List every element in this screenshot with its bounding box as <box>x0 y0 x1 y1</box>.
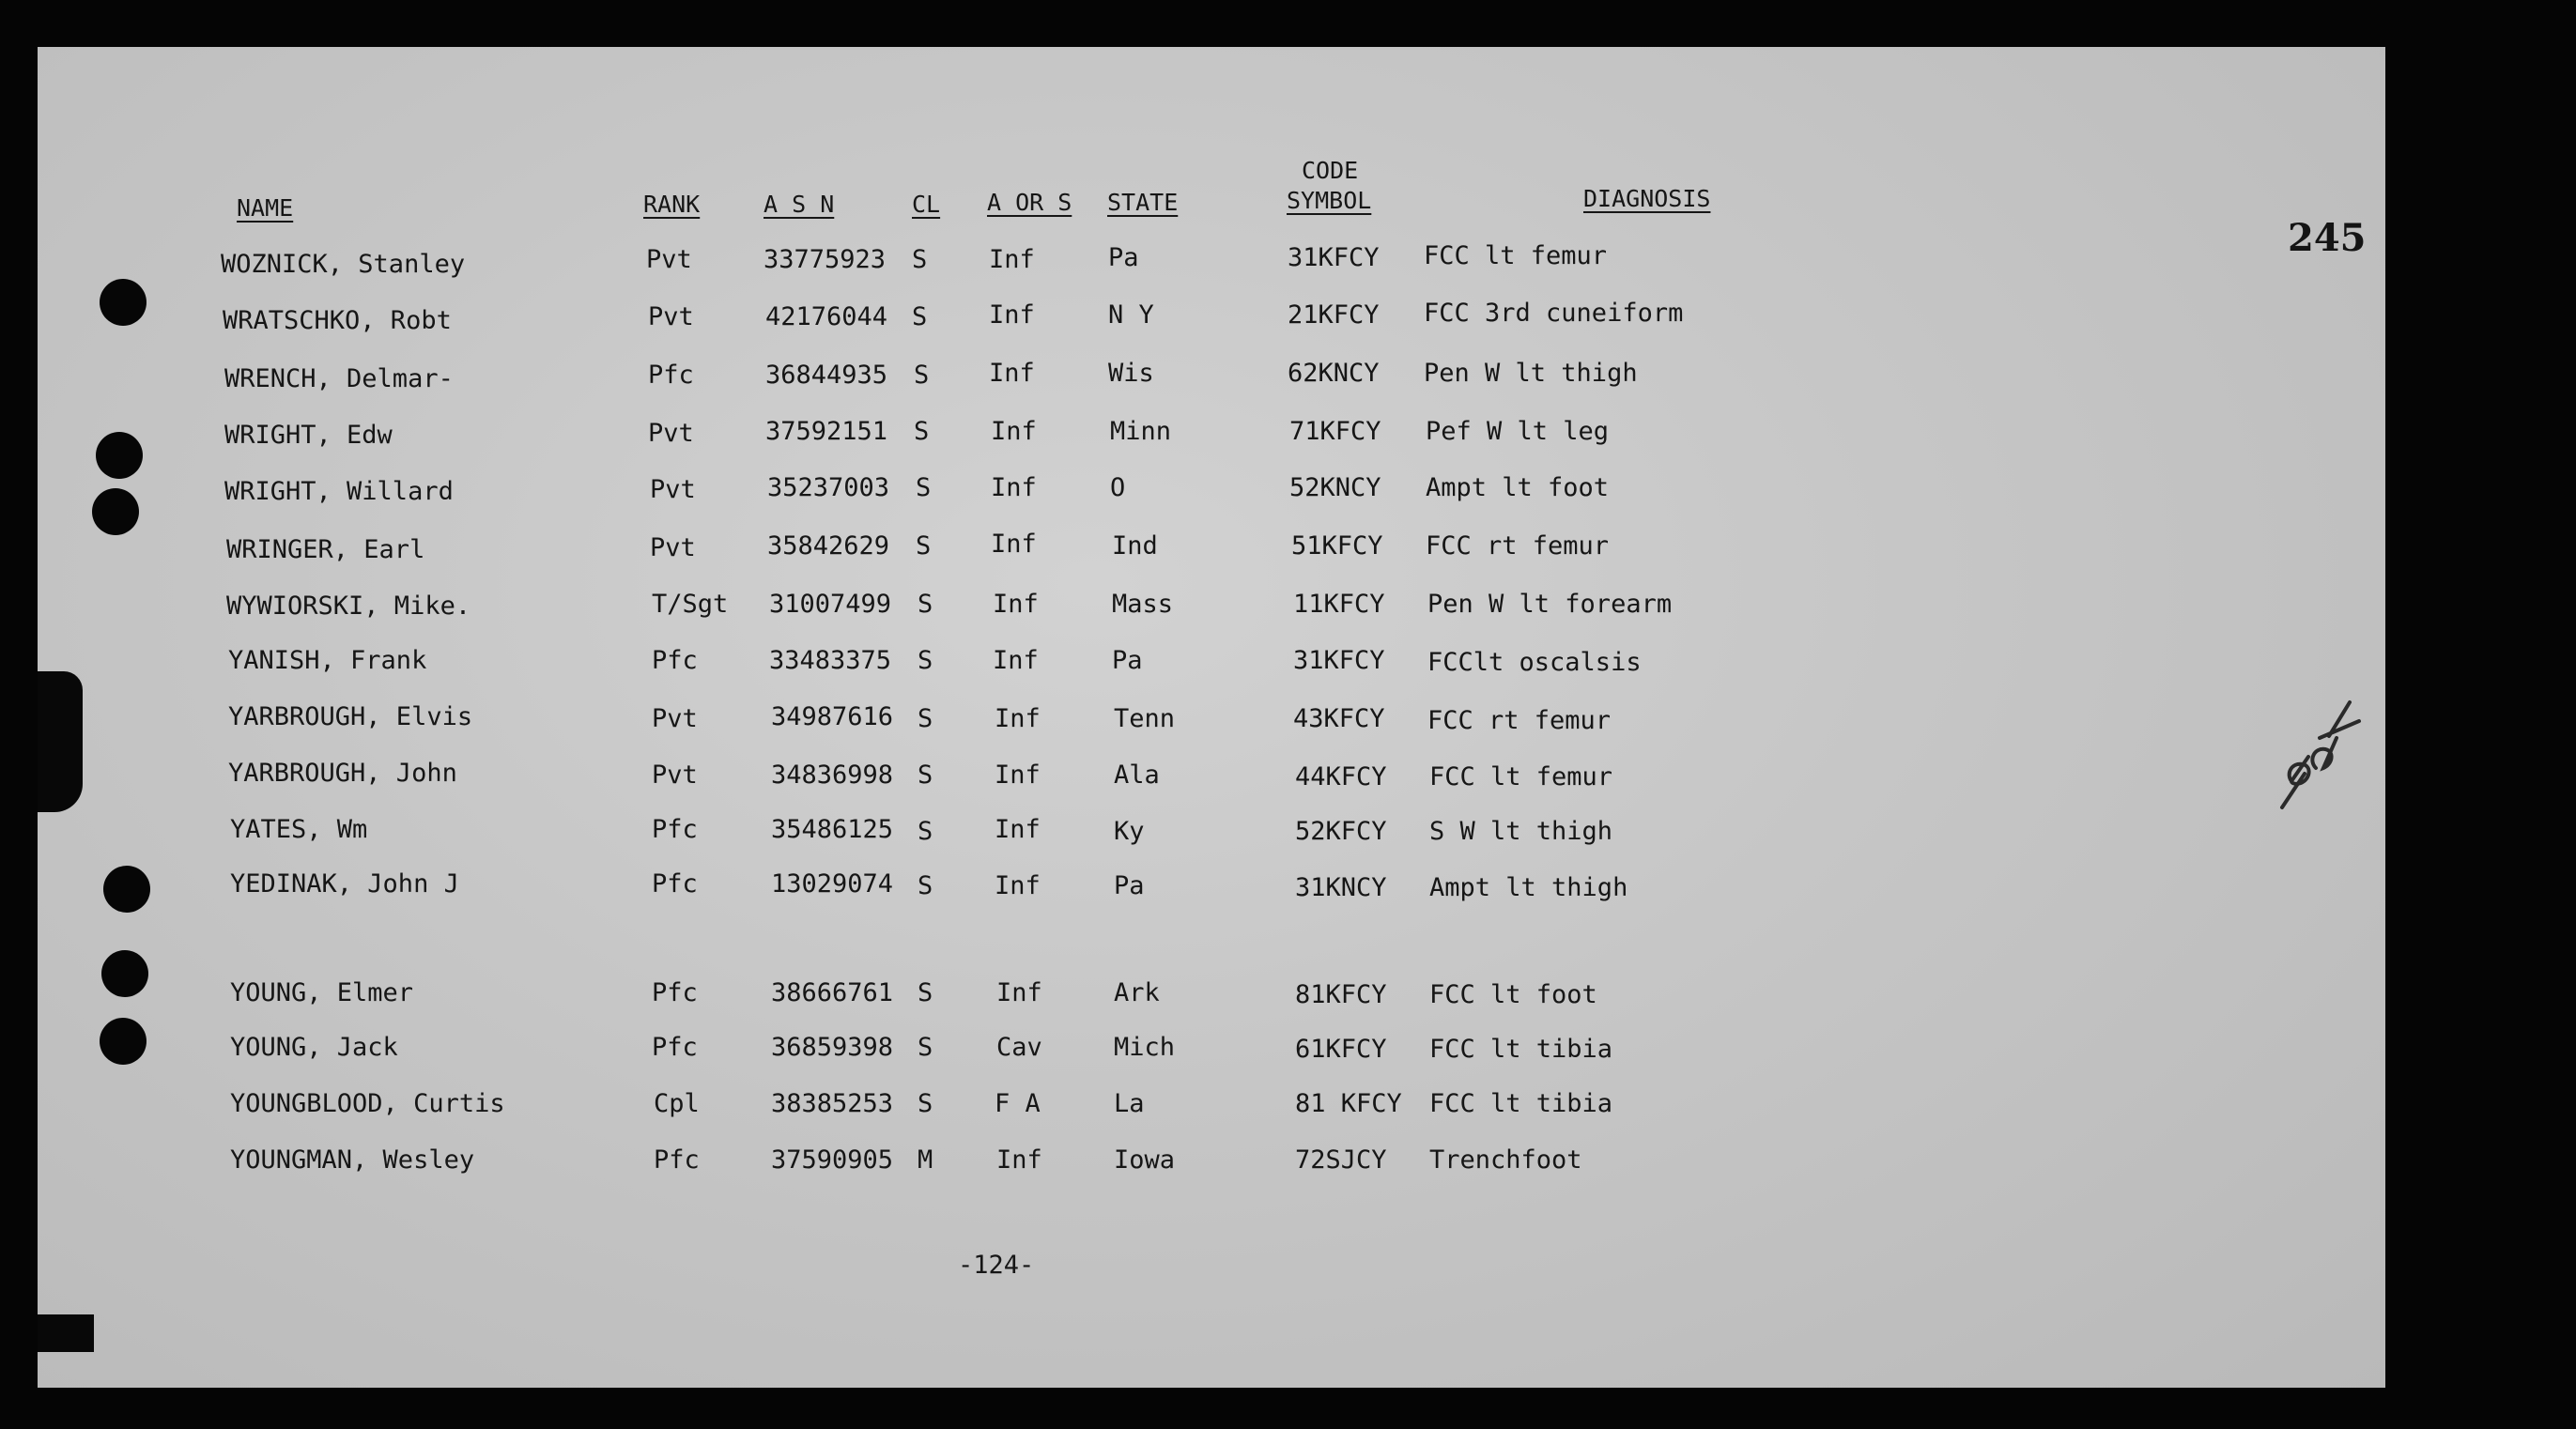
cell-aors: Inf <box>995 815 1041 844</box>
cell-diagnosis: FCC lt femur <box>1429 762 1613 791</box>
cell-name: YANISH, Frank <box>228 646 427 675</box>
cell-code: 52KFCY <box>1295 817 1387 846</box>
cell-rank: Pvt <box>652 704 698 733</box>
cell-diagnosis: FCC lt tibia <box>1429 1035 1613 1064</box>
cell-cl: S <box>914 417 930 446</box>
document-sheet <box>38 47 2385 1388</box>
cell-code: 51KFCY <box>1291 531 1383 561</box>
cell-asn: 37590905 <box>771 1145 894 1175</box>
cell-aors: Inf <box>991 473 1037 502</box>
cell-state: N Y <box>1108 300 1154 330</box>
cell-state: Iowa <box>1114 1145 1176 1175</box>
cell-diagnosis: FCC rt femur <box>1426 531 1610 561</box>
cell-cl: S <box>918 871 933 900</box>
footer-page-marker: -124- <box>958 1251 1035 1280</box>
cell-code: 11KFCY <box>1293 590 1385 619</box>
cell-code: 31KNCY <box>1295 873 1387 902</box>
cell-cl: S <box>914 361 930 390</box>
header-aors: A OR S <box>987 189 1072 216</box>
cell-cl: S <box>912 302 928 331</box>
cell-code: 31KFCY <box>1288 243 1380 272</box>
cell-diagnosis: FCC lt femur <box>1424 241 1608 270</box>
torn-edge-mark <box>38 1314 94 1352</box>
punch-hole <box>101 950 148 997</box>
cell-state: Pa <box>1112 646 1143 675</box>
cell-rank: Pvt <box>650 475 696 504</box>
cell-rank: Pfc <box>648 361 694 390</box>
cell-state: Ark <box>1114 978 1160 1007</box>
header-asn: A S N <box>764 191 835 218</box>
cell-asn: 33483375 <box>769 646 892 675</box>
cell-aors: Inf <box>989 359 1035 388</box>
cell-name: WRIGHT, Edw <box>224 421 393 450</box>
cell-cl: S <box>916 531 932 561</box>
cell-code: 81 KFCY <box>1295 1089 1402 1118</box>
cell-state: Ind <box>1112 531 1158 561</box>
cell-state: Mich <box>1114 1033 1176 1062</box>
cell-code: 43KFCY <box>1293 704 1385 733</box>
cell-diagnosis: Trenchfoot <box>1429 1145 1582 1175</box>
cell-asn: 34987616 <box>771 702 894 731</box>
cell-diagnosis: FCC lt tibia <box>1429 1089 1613 1118</box>
cell-diagnosis: Pef W lt leg <box>1426 417 1610 446</box>
cell-aors: Inf <box>996 1145 1042 1175</box>
cell-name: WRENCH, Delmar- <box>224 364 454 393</box>
cell-cl: S <box>918 1089 933 1118</box>
cell-name: WRIGHT, Willard <box>224 477 454 506</box>
cell-rank: Pfc <box>652 869 698 899</box>
cell-code: 81KFCY <box>1295 980 1387 1009</box>
cell-cl: S <box>918 978 933 1007</box>
cell-asn: 35842629 <box>767 531 890 561</box>
cell-rank: Pvt <box>648 419 694 448</box>
cell-aors: Inf <box>991 530 1037 559</box>
cell-cl: S <box>918 1033 933 1062</box>
cell-cl: S <box>918 704 933 733</box>
cell-cl: S <box>916 473 932 502</box>
cell-diagnosis: Ampt lt foot <box>1426 473 1610 502</box>
cell-cl: M <box>918 1145 933 1175</box>
cell-asn: 34836998 <box>771 761 894 790</box>
cell-cl: S <box>912 245 928 274</box>
cell-cl: S <box>918 761 933 790</box>
torn-edge-mark <box>38 671 83 812</box>
cell-rank: Pvt <box>648 302 694 331</box>
cell-rank: T/Sgt <box>652 590 729 619</box>
cell-cl: S <box>918 590 933 619</box>
cell-state: La <box>1114 1089 1145 1118</box>
cell-code: 31KFCY <box>1293 646 1385 675</box>
cell-name: YARBROUGH, Elvis <box>228 702 473 731</box>
header-name: NAME <box>237 194 294 222</box>
cell-name: WRINGER, Earl <box>226 535 425 564</box>
cell-asn: 38666761 <box>771 978 894 1007</box>
cell-state: Wis <box>1108 359 1154 388</box>
cell-asn: 31007499 <box>769 590 892 619</box>
cell-aors: Inf <box>995 704 1041 733</box>
punch-hole <box>100 1018 147 1065</box>
cell-asn: 35237003 <box>767 473 890 502</box>
cell-state: Minn <box>1110 417 1172 446</box>
header-cl: CL <box>912 191 941 218</box>
cell-name: YOUNGMAN, Wesley <box>230 1145 475 1175</box>
cell-aors: Inf <box>989 245 1035 274</box>
cell-state: Ky <box>1114 817 1145 846</box>
header-code: CODE <box>1302 157 1359 184</box>
cell-asn: 42176044 <box>765 302 888 331</box>
cell-rank: Pfc <box>652 646 698 675</box>
header-diagnosis: DIAGNOSIS <box>1583 185 1711 212</box>
cell-name: YARBROUGH, John <box>228 759 457 788</box>
cell-diagnosis: Pen W lt thigh <box>1424 359 1638 388</box>
cell-rank: Pfc <box>652 1033 698 1062</box>
cell-asn: 33775923 <box>764 245 887 274</box>
cell-aors: Inf <box>993 646 1039 675</box>
cell-aors: Inf <box>995 761 1041 790</box>
cell-code: 62KNCY <box>1288 359 1380 388</box>
cell-code: 21KFCY <box>1288 300 1380 330</box>
cell-name: WYWIORSKI, Mike. <box>226 592 471 621</box>
cell-rank: Pfc <box>652 978 698 1007</box>
cell-rank: Cpl <box>654 1089 700 1118</box>
punch-hole <box>96 432 143 479</box>
cell-rank: Pvt <box>650 533 696 562</box>
cell-code: 61KFCY <box>1295 1035 1387 1064</box>
cell-name: WRATSCHKO, Robt <box>223 306 452 335</box>
cell-cl: S <box>918 817 933 846</box>
cell-state: Pa <box>1108 243 1139 272</box>
cell-diagnosis: FCC 3rd cuneiform <box>1424 299 1684 328</box>
cell-diagnosis: Pen W lt forearm <box>1427 590 1673 619</box>
handwritten-note-image <box>2263 695 2367 817</box>
cell-aors: Inf <box>996 978 1042 1007</box>
cell-asn: 36859398 <box>771 1033 894 1062</box>
cell-asn: 13029074 <box>771 869 894 899</box>
cell-name: YOUNGBLOOD, Curtis <box>230 1089 505 1118</box>
cell-rank: Pfc <box>652 815 698 844</box>
cell-aors: Cav <box>996 1033 1042 1062</box>
cell-name: YATES, Wm <box>230 815 368 844</box>
cell-state: Tenn <box>1114 704 1176 733</box>
punch-hole <box>103 866 150 913</box>
cell-asn: 38385253 <box>771 1089 894 1118</box>
cell-code: 72SJCY <box>1295 1145 1387 1175</box>
cell-diagnosis: FCClt oscalsis <box>1427 648 1642 677</box>
cell-name: YEDINAK, John J <box>230 869 459 899</box>
cell-cl: S <box>918 646 933 675</box>
cell-diagnosis: FCC rt femur <box>1427 706 1612 735</box>
cell-asn: 36844935 <box>765 361 888 390</box>
cell-state: Pa <box>1114 871 1145 900</box>
cell-diagnosis: FCC lt foot <box>1429 980 1597 1009</box>
cell-aors: F A <box>995 1089 1041 1118</box>
cell-rank: Pfc <box>654 1145 700 1175</box>
punch-hole <box>92 488 139 535</box>
cell-asn: 37592151 <box>765 417 888 446</box>
cell-diagnosis: S W lt thigh <box>1429 817 1613 846</box>
cell-aors: Inf <box>989 300 1035 330</box>
cell-name: YOUNG, Elmer <box>230 978 414 1007</box>
cell-asn: 35486125 <box>771 815 894 844</box>
page-number: 245 <box>2288 216 2367 260</box>
header-state: STATE <box>1107 189 1179 216</box>
cell-code: 52KNCY <box>1289 473 1381 502</box>
cell-aors: Inf <box>991 417 1037 446</box>
cell-state: O <box>1110 473 1126 502</box>
header-symbol: SYMBOL <box>1287 187 1372 214</box>
cell-code: 71KFCY <box>1289 417 1381 446</box>
cell-aors: Inf <box>993 590 1039 619</box>
punch-hole <box>100 279 147 326</box>
cell-state: Ala <box>1114 761 1160 790</box>
header-rank: RANK <box>643 191 701 218</box>
cell-state: Mass <box>1112 590 1174 619</box>
cell-rank: Pvt <box>646 245 692 274</box>
cell-name: WOZNICK, Stanley <box>221 250 466 279</box>
cell-code: 44KFCY <box>1295 762 1387 791</box>
cell-diagnosis: Ampt lt thigh <box>1429 873 1628 902</box>
cell-name: YOUNG, Jack <box>230 1033 398 1062</box>
cell-aors: Inf <box>995 871 1041 900</box>
cell-rank: Pvt <box>652 761 698 790</box>
